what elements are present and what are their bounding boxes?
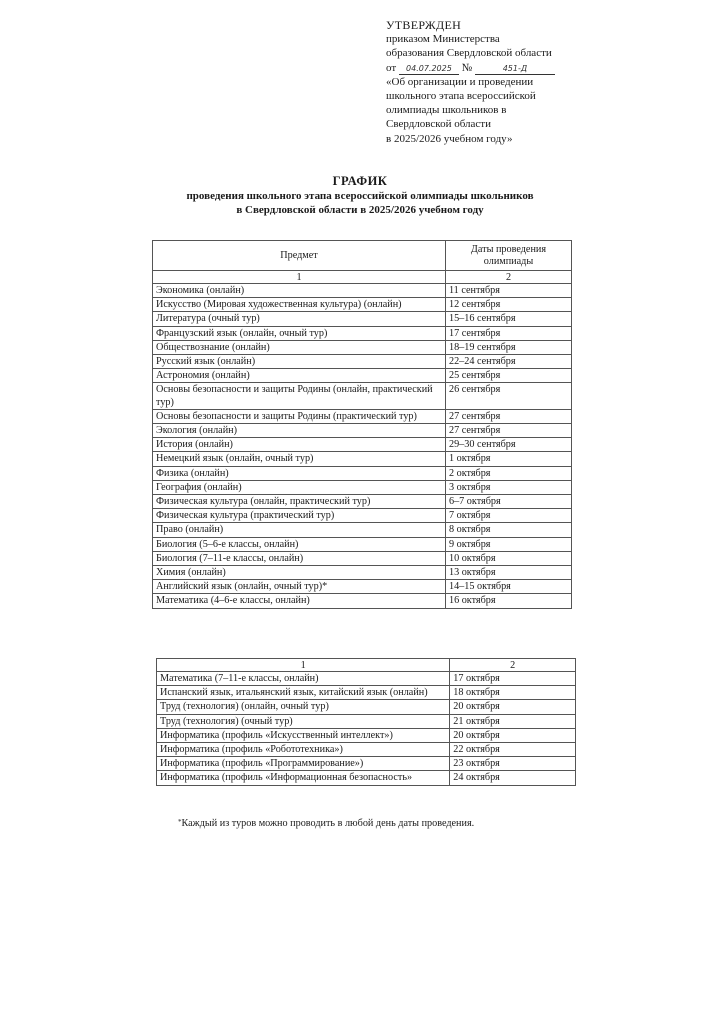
header-dates: Даты проведения олимпиады (445, 241, 571, 271)
approval-line: школьного этапа всероссийской (386, 90, 536, 103)
subject-cell: Искусство (Мировая художественная культура) (онлайн) (153, 298, 446, 312)
column-number-row (153, 271, 572, 284)
date-prefix: от (386, 61, 397, 74)
date-cell: 22 октября (450, 743, 576, 757)
date-cell: 23 октября (450, 757, 576, 771)
column-number-row (157, 659, 576, 672)
subject-cell: Русский язык (онлайн) (153, 355, 446, 369)
date-cell: 20 октября (450, 728, 576, 742)
table-row (153, 580, 572, 594)
date-cell: 27 сентября (445, 424, 571, 438)
subject-cell: Математика (7–11-е классы, онлайн) (157, 672, 450, 686)
subject-cell: Литература (очный тур) (153, 312, 446, 326)
column-number: 2 (445, 271, 571, 284)
date-cell: 18–19 сентября (445, 340, 571, 354)
table-row (153, 438, 572, 452)
date-cell: 15–16 сентября (445, 312, 571, 326)
approval-line: приказом Министерства (386, 33, 500, 46)
table-row (153, 551, 572, 565)
table-row (153, 369, 572, 383)
header-subject: Предмет (153, 241, 446, 271)
schedule-table-continued (156, 658, 576, 786)
date-cell: 12 сентября (445, 298, 571, 312)
date-cell: 18 октября (450, 686, 576, 700)
table-row (157, 771, 576, 785)
date-cell: 8 октября (445, 523, 571, 537)
subject-cell: Физика (онлайн) (153, 466, 446, 480)
subject-cell: Основы безопасности и защиты Родины (практический тур) (153, 409, 446, 423)
document-title: ГРАФИК (332, 174, 388, 188)
date-cell: 1 октября (445, 452, 571, 466)
table-row (157, 686, 576, 700)
date-cell: 24 октября (450, 771, 576, 785)
table-row (153, 298, 572, 312)
footnote (178, 818, 474, 829)
table-row (153, 466, 572, 480)
date-cell: 7 октября (445, 509, 571, 523)
table-row (153, 480, 572, 494)
subject-cell: Астрономия (онлайн) (153, 369, 446, 383)
subject-cell: Информатика (профиль «Искусственный интеллект») (157, 728, 450, 742)
subject-cell: Биология (7–11-е классы, онлайн) (153, 551, 446, 565)
approval-line: Свердловской области (386, 118, 491, 131)
date-cell: 10 октября (445, 551, 571, 565)
date-cell: 16 октября (445, 594, 571, 608)
date-cell: 6–7 октября (445, 495, 571, 509)
date-cell: 13 октября (445, 566, 571, 580)
table-row (153, 340, 572, 354)
table-row (153, 326, 572, 340)
approval-stamp (386, 18, 616, 146)
table-row (153, 523, 572, 537)
subject-cell: Биология (5–6-е классы, онлайн) (153, 537, 446, 551)
table-row (157, 728, 576, 742)
approval-line: олимпиады школьников в (386, 104, 507, 117)
table-header-row (153, 241, 572, 271)
subject-cell: География (онлайн) (153, 480, 446, 494)
subject-cell: История (онлайн) (153, 438, 446, 452)
subject-cell: Информатика (профиль «Информационная безопасность» (157, 771, 450, 785)
date-cell: 20 октября (450, 700, 576, 714)
subject-cell: Право (онлайн) (153, 523, 446, 537)
table-row (153, 452, 572, 466)
subject-cell: Немецкий язык (онлайн, очный тур) (153, 452, 446, 466)
approval-line: «Об организации и проведении (386, 75, 534, 88)
subject-cell: Физическая культура (онлайн, практический тур) (153, 495, 446, 509)
date-cell: 9 октября (445, 537, 571, 551)
subtitle-line: в Свердловской области в 2025/2026 учебном году (236, 203, 484, 216)
footnote-mark: * (178, 818, 182, 826)
table-row (153, 537, 572, 551)
approval-title: УТВЕРЖДЕН (386, 18, 462, 32)
column-number: 2 (450, 659, 576, 672)
table-row (157, 757, 576, 771)
subject-cell: Труд (технология) (онлайн, очный тур) (157, 700, 450, 714)
subject-cell: Труд (технология) (очный тур) (157, 714, 450, 728)
date-cell: 26 сентября (445, 383, 571, 409)
date-cell: 3 октября (445, 480, 571, 494)
handwritten-number: 451-Д (475, 63, 555, 75)
date-cell: 21 октября (450, 714, 576, 728)
date-cell: 14–15 октября (445, 580, 571, 594)
table-row (153, 424, 572, 438)
number-prefix: № (461, 61, 473, 74)
schedule-table (152, 240, 572, 609)
table-row (153, 284, 572, 298)
subject-cell: Основы безопасности и защиты Родины (онлайн, практический тур) (153, 383, 446, 409)
table-row (157, 743, 576, 757)
date-cell: 29–30 сентября (445, 438, 571, 452)
table-row (153, 495, 572, 509)
table-row (153, 312, 572, 326)
column-number: 1 (157, 659, 450, 672)
subtitle-line: проведения школьного этапа всероссийской олимпиады школьников (186, 190, 534, 202)
subject-cell: Экология (онлайн) (153, 424, 446, 438)
table-row (153, 509, 572, 523)
date-cell: 2 октября (445, 466, 571, 480)
footnote-text: Каждый из туров можно проводить в любой день даты проведения. (181, 818, 475, 829)
subject-cell: Математика (4–6-е классы, онлайн) (153, 594, 446, 608)
date-cell: 17 сентября (445, 326, 571, 340)
approval-line: в 2025/2026 учебном году» (386, 132, 513, 145)
approval-date-line (386, 61, 616, 75)
subject-cell: Информатика (профиль «Робототехника») (157, 743, 450, 757)
column-number: 1 (153, 271, 446, 284)
date-cell: 27 сентября (445, 409, 571, 423)
table-row (153, 594, 572, 608)
date-cell: 22–24 сентября (445, 355, 571, 369)
table-row (153, 409, 572, 423)
subject-cell: Обществознание (онлайн) (153, 340, 446, 354)
document-subtitle (150, 190, 570, 217)
subject-cell: Французский язык (онлайн, очный тур) (153, 326, 446, 340)
date-cell: 11 сентября (445, 284, 571, 298)
table-row (157, 700, 576, 714)
table-row (153, 566, 572, 580)
subject-cell: Информатика (профиль «Программирование») (157, 757, 450, 771)
date-cell: 17 октября (450, 672, 576, 686)
subject-cell: Физическая культура (практический тур) (153, 509, 446, 523)
date-cell: 25 сентября (445, 369, 571, 383)
table-row (153, 355, 572, 369)
subject-cell: Английский язык (онлайн, очный тур)* (153, 580, 446, 594)
subject-cell: Экономика (онлайн) (153, 284, 446, 298)
subject-cell: Испанский язык, итальянский язык, китайский язык (онлайн) (157, 686, 450, 700)
handwritten-date: 04.07.2025 (399, 63, 459, 75)
approval-line: образования Свердловской области (386, 47, 552, 60)
table-row (157, 672, 576, 686)
table-row (153, 383, 572, 409)
table-row (157, 714, 576, 728)
subject-cell: Химия (онлайн) (153, 566, 446, 580)
